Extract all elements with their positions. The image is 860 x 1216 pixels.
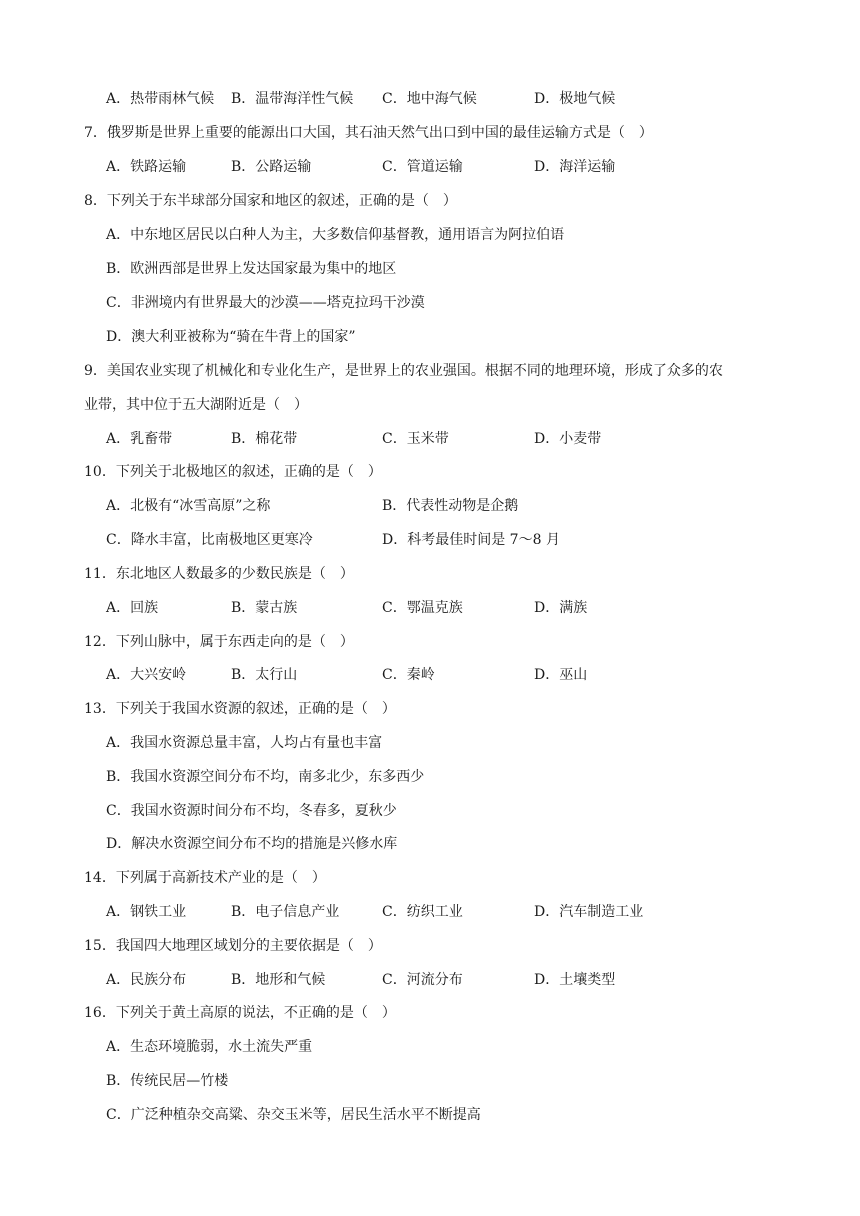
q14-option-d[interactable]: D．汽车制造工业 [534, 904, 644, 920]
q9-stem-line1: 9．美国农业实现了机械化和专业化生产，是世界上的农业强国。根据不同的地理环境，形成了众多的农 [84, 363, 723, 379]
q12-option-d[interactable]: D．巫山 [534, 667, 588, 683]
q9-option-b[interactable]: B．棉花带 [231, 431, 298, 447]
q13-option-d[interactable]: D．解决水资源空间分布不均的措施是兴修水库 [106, 836, 398, 852]
q15-option-a[interactable]: A．民族分布 [106, 972, 187, 988]
q13-option-b[interactable]: B．我国水资源空间分布不均，南多北少，东多西少 [106, 769, 425, 785]
q10-option-d[interactable]: D．科考最佳时间是 7～8 月 [382, 532, 560, 548]
q15-option-b[interactable]: B．地形和气候 [231, 972, 326, 988]
q16-option-c[interactable]: C．广泛种植杂交高粱、杂交玉米等，居民生活水平不断提高 [106, 1107, 481, 1123]
q14-option-b[interactable]: B．电子信息产业 [231, 904, 340, 920]
q16-option-a[interactable]: A．生态环境脆弱，水土流失严重 [106, 1039, 313, 1055]
q10-option-a[interactable]: A．北极有“冰雪高原”之称 [106, 498, 271, 514]
q6-option-c[interactable]: C．地中海气候 [382, 91, 477, 107]
q8-option-a[interactable]: A．中东地区居民以白种人为主，大多数信仰基督教，通用语言为阿拉伯语 [106, 227, 565, 243]
q8-stem: 8．下列关于东半球部分国家和地区的叙述，正确的是（ ） [84, 193, 457, 209]
q7-option-b[interactable]: B．公路运输 [231, 159, 312, 175]
q16-option-b[interactable]: B．传统民居—竹楼 [106, 1073, 229, 1089]
q14-option-c[interactable]: C．纺织工业 [382, 904, 463, 920]
q7-option-d[interactable]: D．海洋运输 [534, 159, 616, 175]
q12-stem: 12．下列山脉中，属于东西走向的是（ ） [84, 634, 354, 650]
q8-option-d[interactable]: D．澳大利亚被称为“骑在牛背上的国家” [106, 329, 356, 345]
q15-stem: 15．我国四大地理区域划分的主要依据是（ ） [84, 938, 382, 954]
q11-option-a[interactable]: A．回族 [106, 600, 159, 616]
q12-option-b[interactable]: B．太行山 [231, 667, 298, 683]
q9-option-d[interactable]: D．小麦带 [534, 431, 602, 447]
q11-stem: 11．东北地区人数最多的少数民族是（ ） [84, 566, 354, 582]
q6-option-b[interactable]: B．温带海洋性气候 [231, 91, 354, 107]
q11-option-b[interactable]: B．蒙古族 [231, 600, 298, 616]
q14-option-a[interactable]: A．钢铁工业 [106, 904, 187, 920]
q9-option-c[interactable]: C．玉米带 [382, 431, 449, 447]
q15-option-d[interactable]: D．土壤类型 [534, 972, 616, 988]
q11-option-d[interactable]: D．满族 [534, 600, 588, 616]
q6-option-d[interactable]: D．极地气候 [534, 91, 616, 107]
q14-stem: 14．下列属于高新技术产业的是（ ） [84, 870, 326, 886]
q7-option-c[interactable]: C．管道运输 [382, 159, 463, 175]
q12-option-c[interactable]: C．秦岭 [382, 667, 435, 683]
q13-option-c[interactable]: C．我国水资源时间分布不均，冬春多，夏秋少 [106, 803, 397, 819]
q12-option-a[interactable]: A．大兴安岭 [106, 667, 187, 683]
q16-stem: 16．下列关于黄土高原的说法，不正确的是（ ） [84, 1005, 396, 1021]
q9-stem-line2: 业带，其中位于五大湖附近是（ ） [84, 397, 308, 413]
q13-stem: 13．下列关于我国水资源的叙述，正确的是（ ） [84, 701, 396, 717]
q7-option-a[interactable]: A．铁路运输 [106, 159, 187, 175]
q7-stem: 7．俄罗斯是世界上重要的能源出口大国，其石油天然气出口到中国的最佳运输方式是（ ） [84, 125, 653, 141]
q9-option-a[interactable]: A．乳畜带 [106, 431, 173, 447]
q8-option-b[interactable]: B．欧洲西部是世界上发达国家最为集中的地区 [106, 261, 397, 277]
q6-option-a[interactable]: A．热带雨林气候 [106, 91, 215, 107]
q13-option-a[interactable]: A．我国水资源总量丰富，人均占有量也丰富 [106, 735, 383, 751]
q10-option-c[interactable]: C．降水丰富，比南极地区更寒冷 [106, 532, 313, 548]
q15-option-c[interactable]: C．河流分布 [382, 972, 463, 988]
q10-stem: 10．下列关于北极地区的叙述，正确的是（ ） [84, 464, 382, 480]
q8-option-c[interactable]: C．非洲境内有世界最大的沙漠——塔克拉玛干沙漠 [106, 295, 425, 311]
q10-option-b[interactable]: B．代表性动物是企鹅 [382, 498, 519, 514]
q11-option-c[interactable]: C．鄂温克族 [382, 600, 463, 616]
